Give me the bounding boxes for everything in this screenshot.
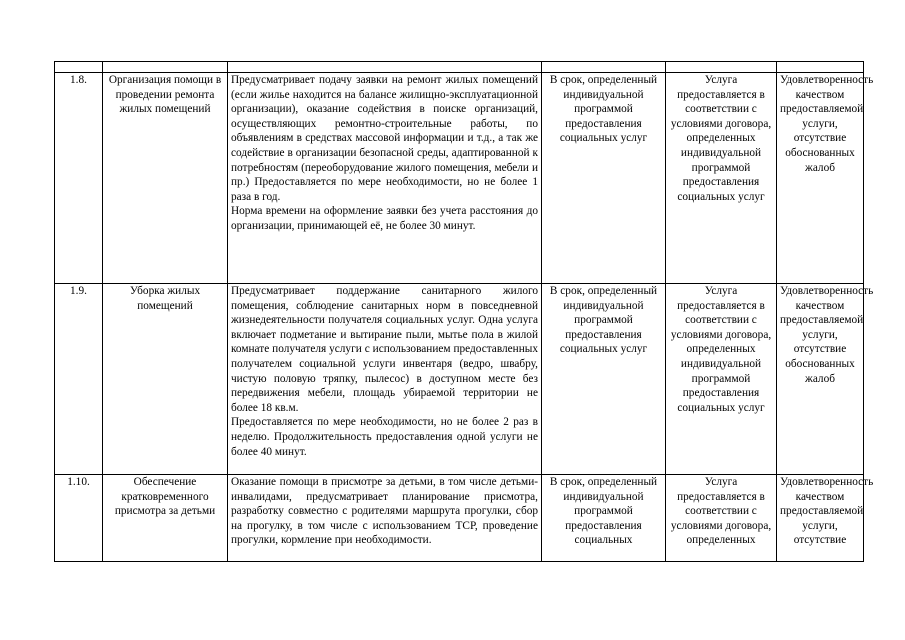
header-cell	[103, 62, 228, 73]
document-page	[54, 61, 874, 562]
table-header-stub-row	[55, 62, 864, 73]
service-term: В срок, определенный индивидуальной программой предоставления социальных услуг	[542, 73, 666, 284]
service-description	[228, 73, 542, 284]
quality-criteria-text: Удовлетворенность качеством предоставляемой услуги, отсутствие	[780, 476, 874, 547]
header-cell	[777, 62, 864, 73]
service-name	[103, 475, 228, 562]
table-row	[55, 73, 864, 284]
row-number: 1.8.	[55, 73, 103, 284]
service-name: Организация помощи в проведении ремонта жилых помещений	[103, 73, 228, 284]
service-term-text: В срок, определенный индивидуальной программой предоставления социальных	[549, 476, 658, 547]
description-paragraph: Предоставляется по мере необходимости, но не более 2 раз в неделю. Продолжительность предоставления одной услуги не более 40 минут.	[231, 416, 538, 458]
table-row	[55, 284, 864, 475]
quality-criteria: Удовлетворенность качеством предоставляемой услуги, отсутствие обоснованных жалоб	[777, 73, 864, 284]
service-conditions-text: Услуга предоставляется в соответствии с условиями договора, определенных	[670, 476, 772, 547]
service-description	[228, 475, 542, 562]
services-table	[54, 61, 874, 562]
service-conditions: Услуга предоставляется в соответствии с условиями договора, определенных индивидуальной программой предоставления социальных услуг	[666, 73, 777, 284]
quality-criteria: Удовлетворенность качеством предоставляемой услуги, отсутствие обоснованных жалоб	[777, 284, 864, 475]
row-number: 1.9.	[55, 284, 103, 475]
service-name: Уборка жилых помещений	[103, 284, 228, 475]
header-cell	[55, 62, 103, 73]
description-paragraph: Оказание помощи в присмотре за детьми, в том числе детьми-инвалидами, предусматривает планирование присмотра, разработку совместно с родителями маршрута прогулки, сбор на прогулку, в том числе с использованием ТСР, проведение прогулки, кормление при необходимости.	[231, 476, 538, 547]
description-paragraph: Предусматривает подачу заявки на ремонт жилых помещений (если жилье находится на балансе жилищно-эксплуатационной организации), оказание содействия в поиске организаций, осуществляющих ремонтно-строительные работы, по объявлениям в средствах массовой информации и т.д., а так же содействие в организации безопасной среды, адаптированной к потребностям (переоборудование жилого помещения, мебели и пр.) Предоставляется по мере необходимости, но не более 1 раза в год.	[231, 74, 538, 203]
header-cell	[542, 62, 666, 73]
description-paragraph: Предусматривает поддержание санитарного жилого помещения, соблюдение санитарных норм в повседневной жизнедеятельности получателя социальных услуг. Одна услуга включает подметание и вытирание пыли, мытье пола в жилой комнате получателя услуги с использованием предоставленных получателем социальной услуги инвентаря (ведро, швабру, чистую половую тряпку, пылесос) в доступном месте без передвижения мебели, площадь убираемой территории не более 18 кв.м.	[231, 285, 538, 414]
service-conditions: Услуга предоставляется в соответствии с условиями договора, определенных индивидуальной программой предоставления социальных услуг	[666, 284, 777, 475]
service-conditions	[666, 475, 777, 562]
header-cell	[666, 62, 777, 73]
service-term	[542, 475, 666, 562]
service-description	[228, 284, 542, 475]
service-term: В срок, определенный индивидуальной программой предоставления социальных услуг	[542, 284, 666, 475]
service-name-text: Обеспечение кратковременного присмотра за детьми	[114, 476, 216, 518]
row-number-text: 1.10.	[67, 476, 90, 488]
row-number	[55, 475, 103, 562]
description-paragraph: Норма времени на оформление заявки без учета расстояния до организации, принимающей её, не более 30 минут.	[231, 205, 538, 232]
table-row	[55, 475, 864, 562]
quality-criteria	[777, 475, 874, 562]
header-cell	[228, 62, 542, 73]
